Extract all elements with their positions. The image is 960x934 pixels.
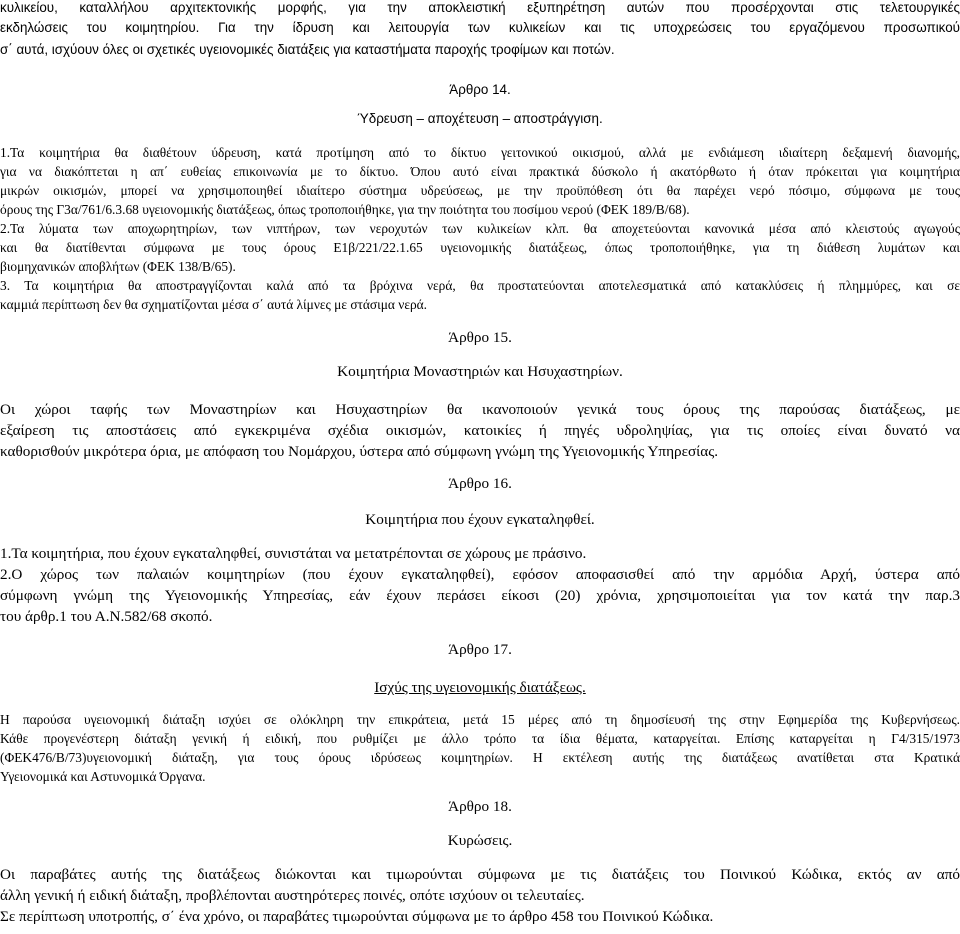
paragraph-line: Η παρούσα υγειονομική διάταξη ισχύει σε ολόκληρη την επικράτεια, μετά 15 μέρες από τη δημοσίευσή της στην Εφημερίδα της Κυβερνήσεως. <box>0 712 960 727</box>
article-16-heading: Άρθρο 16. <box>448 475 512 492</box>
paragraph-line: μικρών οικισμών, μπορεί να χρησιμοποιηθεί ιδιαίτερο σύστημα υδρεύσεως, με την προϋπόθεση ότι θα παρέχει νερό πόσιμο, σύμφωνα με τους <box>0 183 960 198</box>
paragraph-line: κυλικείου, καταλλήλου αρχιτεκτονικής μορφής, για την αποκλειστική εξυπηρέτηση αυτών που προσέρχονται στις τελετουργικές <box>0 0 960 15</box>
paragraph-line: Οι παραβάτες αυτής της διατάξεως διώκονται και τιμωρούνται σύμφωνα με τις διατάξεις του Ποινικού Κώδικα, εκτός αν από <box>0 866 960 883</box>
article-14-heading: Άρθρο 14. <box>449 82 511 97</box>
paragraph-line: Σε περίπτωση υποτροπής, σ΄ ένα χρόνο, οι παραβάτες τιμωρούνται σύμφωνα με το άρθρο 458 του Ποινικού Κώδικα. <box>0 908 714 925</box>
paragraph-line: εκδηλώσεις του κοιμητηρίου. Για την ίδρυση και λειτουργία των κυλικείων και τις υποχρεώσεις του εργαζόμενου προσωπικού <box>0 20 960 35</box>
article-16-title: Κοιμητήρια που έχουν εγκαταληφθεί. <box>365 511 595 528</box>
paragraph-line: άλλη γενική ή ειδική διάταξη, προβλέπονται αυστηρότερες ποινές, οπότε ισχύουν οι τελευταίες. <box>0 887 585 904</box>
article-18-title: Κυρώσεις. <box>447 832 513 849</box>
paragraph-line: σύμφωνη γνώμη της Υγειονομικής Υπηρεσίας, εάν έχουν περάσει είκοσι (20) χρόνια, χρησιμοποιείται για τον κατά την παρ.3 <box>0 587 960 604</box>
paragraph-line: 2.Τα λύματα των αποχωρητηρίων, των νιπτήρων, των νεροχυτών των κυλικείων κλπ. θα αποχετεύονται κανονικά μέσα από κλειστούς αγωγούς <box>0 221 960 236</box>
article-17-heading: Άρθρο 17. <box>448 641 512 658</box>
paragraph-line: Οι χώροι ταφής των Μοναστηρίων και Ησυχαστηρίων θα ικανοποιούν γενικά τους όρους της παρούσας διατάξεως, με <box>0 401 960 418</box>
paragraph-line: για να διακόπτεται η απ΄ ευθείας επικοινωνία με το δίκτυο. Όπου αυτό είναι πρακτικά δύσκολο ή ακατόρθωτο ή όταν πρόκειται για κοιμητήρια <box>0 164 960 179</box>
article-17-title: Ισχύς της υγειονομικής διατάξεως. <box>374 679 586 696</box>
paragraph-line: 2.Ο χώρος των παλαιών κοιμητηρίων (που έχουν εγκαταληφθεί), εφόσον αποφασισθεί από την αρμόδια Αρχή, ύστερα από <box>0 566 960 583</box>
paragraph-line: και θα διατίθενται σύμφωνα με τους όρους Ε1β/221/22.1.65 υγειονομικής διατάξεως, όπως τροποποιήθηκε, για τη διάθεση λυμάτων και <box>0 240 960 255</box>
paragraph-line: 1.Τα κοιμητήρια θα διαθέτουν ύδρευση, κατά προτίμηση από το δίκτυο γειτονικού οικισμού, αλλά με ενδιάμεση ιδιαίτερη δεξαμενή διανομής, <box>0 145 960 160</box>
paragraph-line: 3. Τα κοιμητήρια θα αποστραγγίζονται καλά από τα βρόχινα νερά, θα προστατεύονται αποτελεσματικά από κατακλύσεις ή πλημμύρες, και σε <box>0 278 960 293</box>
article-15-heading: Άρθρο 15. <box>448 329 512 346</box>
paragraph-line: του άρθρ.1 του Α.Ν.582/68 σκοπό. <box>0 608 213 625</box>
paragraph-line: καθορισθούν μικρότερα όρια, με απόφαση του Νομάρχου, ύστερα από σύμφωνη γνώμη της Υγειονομικής Υπηρεσίας. <box>0 443 719 460</box>
paragraph-line: όρους της Γ3α/761/6.3.68 υγειονομικής διατάξεως, όπως τροποποιήθηκε, για την ποιότητα του ποσίμου νερού (ΦΕΚ 189/Β/68). <box>0 202 690 217</box>
paragraph-line: 1.Τα κοιμητήρια, που έχουν εγκαταληφθεί, συνιστάται να μετατρέπονται σε χώρους με πράσινο. <box>0 545 587 562</box>
paragraph-line: (ΦΕΚ476/Β/73)υγειονομική διάταξη, για τους όρους ιδρύσεως κοιμητηρίων. Η εκτέλεση αυτής της διατάξεως ανατίθεται στα Κρατικά <box>0 750 960 765</box>
paragraph-line: Υγειονομικά και Αστυνομικά Όργανα. <box>0 769 206 784</box>
article-15-title: Κοιμητήρια Μοναστηριών και Ησυχαστηρίων. <box>337 363 623 380</box>
paragraph-line: καμμιά περίπτωση δεν θα σχηματίζονται μέσα σ΄ αυτά λίμνες με στάσιμα νερά. <box>0 297 428 312</box>
paragraph-line: Κάθε προγενέστερη διάταξη γενική ή ειδική, που ρυθμίζει με άλλο τρόπο τα ίδια θέματα, καταργείται. Επίσης καταργείται η Γ4/315/1973 <box>0 731 960 746</box>
paragraph-line: εξαίρεση τις αποστάσεις από εγκεκριμένα σχέδια οικισμών, κατοικίες ή πηγές υδροληψίας, για τις οποίες είναι δυνατό να <box>0 422 960 439</box>
paragraph-line: σ΄ αυτά, ισχύουν όλες οι σχετικές υγειονομικές διατάξεις για καταστήματα παροχής τροφίμων και ποτών. <box>0 42 615 57</box>
article-18-heading: Άρθρο 18. <box>448 798 512 815</box>
paragraph-line: βιομηχανικών αποβλήτων (ΦΕΚ 138/Β/65). <box>0 259 236 274</box>
article-14-title: Ύδρευση – αποχέτευση – αποστράγγιση. <box>357 111 603 126</box>
